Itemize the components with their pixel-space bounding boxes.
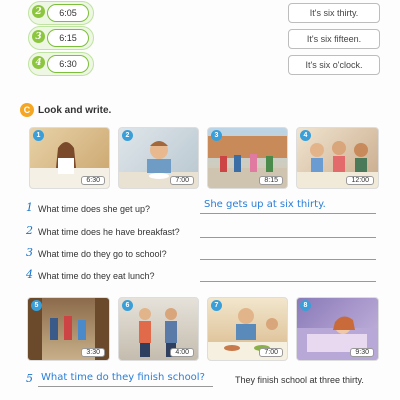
sentence-box: It's six thirty.	[288, 3, 380, 23]
photo-time: 7:00	[259, 348, 283, 357]
question-text: What time do they go to school?	[38, 249, 167, 259]
photo-girl-waking	[29, 127, 110, 189]
sentence-box: It's six o'clock.	[288, 55, 380, 75]
photo-time: 12:00	[346, 176, 374, 185]
photo-time: 9:30	[350, 348, 374, 357]
question-number: 4	[26, 268, 33, 281]
section-title: Look and write.	[38, 105, 112, 116]
photo-number: 1	[33, 130, 44, 141]
row-number: 3	[32, 30, 45, 43]
question-text: What time does she get up?	[38, 204, 151, 214]
photo-time: 4:00	[170, 348, 194, 357]
photo-number: 4	[300, 130, 311, 141]
photo-number: 3	[211, 130, 222, 141]
question-written-text: What time do they finish school?	[41, 372, 205, 383]
sentence-box: It's six fifteen.	[288, 29, 380, 49]
answer-line[interactable]	[200, 223, 376, 238]
photo-boy-breakfast	[118, 127, 199, 189]
photo-kids-lunch	[296, 127, 379, 189]
photo-kids-leaving-school	[27, 297, 110, 361]
photo-number: 7	[211, 300, 222, 311]
photo-time: 3:30	[81, 348, 105, 357]
photo-number: 2	[122, 130, 133, 141]
photo-number: 8	[300, 300, 311, 311]
answer-text: They finish school at three thirty.	[235, 375, 364, 385]
question-text: What time do they eat lunch?	[38, 271, 155, 281]
question-number: 5	[26, 372, 33, 385]
photo-family-dinner	[207, 297, 288, 361]
question-text: What time does he have breakfast?	[38, 227, 180, 237]
answer-text: She gets up at six thirty.	[204, 199, 326, 210]
answer-line[interactable]	[200, 245, 376, 260]
photo-number: 6	[122, 300, 133, 311]
time-pill: 6:30	[47, 55, 89, 73]
photo-kids-to-school	[207, 127, 288, 189]
row-number: 4	[32, 56, 45, 69]
photo-kids-walking-home	[118, 297, 199, 361]
answer-line[interactable]	[200, 267, 376, 282]
photo-number: 5	[31, 300, 42, 311]
question-write-line[interactable]	[38, 372, 213, 387]
question-number: 1	[26, 201, 33, 214]
photo-girl-sleeping	[296, 297, 379, 361]
section-badge: C	[20, 103, 34, 117]
photo-time: 8:15	[259, 176, 283, 185]
question-number: 3	[26, 246, 33, 259]
question-number: 2	[26, 224, 33, 237]
row-number: 2	[32, 5, 45, 18]
time-pill: 6:05	[47, 4, 89, 22]
answer-line[interactable]	[200, 199, 376, 214]
photo-time: 7:00	[170, 176, 194, 185]
time-pill: 6:15	[47, 29, 89, 47]
photo-time: 6:30	[81, 176, 105, 185]
